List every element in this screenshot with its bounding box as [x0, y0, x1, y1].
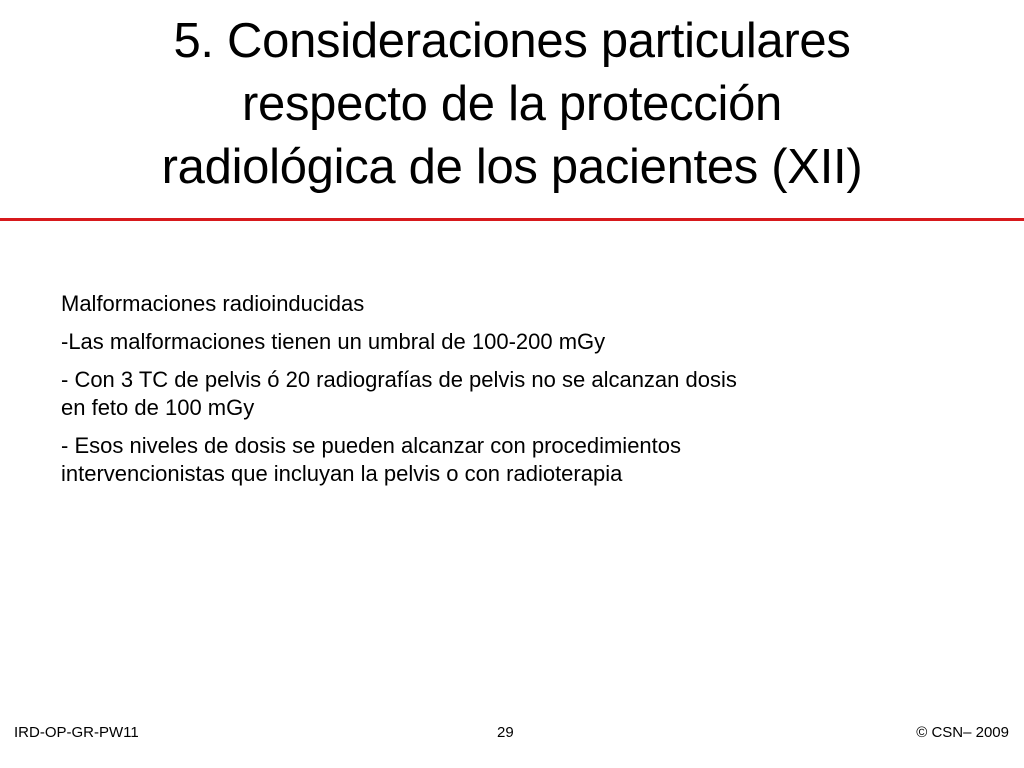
- bullet-threshold: -Las malformaciones tienen un umbral de 100-200 mGy: [61, 329, 606, 354]
- bullet-interventional: [61, 432, 961, 488]
- title-line-1: 5. Consideraciones particulares: [173, 14, 851, 68]
- section-heading: Malformaciones radioinducidas: [61, 291, 365, 316]
- footer-doc-code: IRD-OP-GR-PW11: [14, 724, 139, 741]
- title-divider: [0, 218, 1024, 221]
- bullet-ct-pelvis-line2: en feto de 100 mGy: [61, 395, 255, 420]
- title-line-2: respecto de la protección: [242, 77, 782, 131]
- bullet-interventional-line2: intervencionistas que incluyan la pelvis o con radioterapia: [61, 461, 623, 486]
- bullet-interventional-line1: - Esos niveles de dosis se pueden alcanzar con procedimientos: [61, 433, 682, 458]
- bullet-ct-pelvis-line1: - Con 3 TC de pelvis ó 20 radiografías de pelvis no se alcanzan dosis: [61, 367, 737, 392]
- footer-copyright: © CSN– 2009: [916, 724, 1009, 741]
- slide-title: [20, 10, 1004, 199]
- title-line-3: radiológica de los pacientes (XII): [161, 140, 863, 194]
- bullet-ct-pelvis: [61, 366, 961, 422]
- slide-body: [61, 290, 961, 498]
- footer-page-number: 29: [497, 724, 514, 741]
